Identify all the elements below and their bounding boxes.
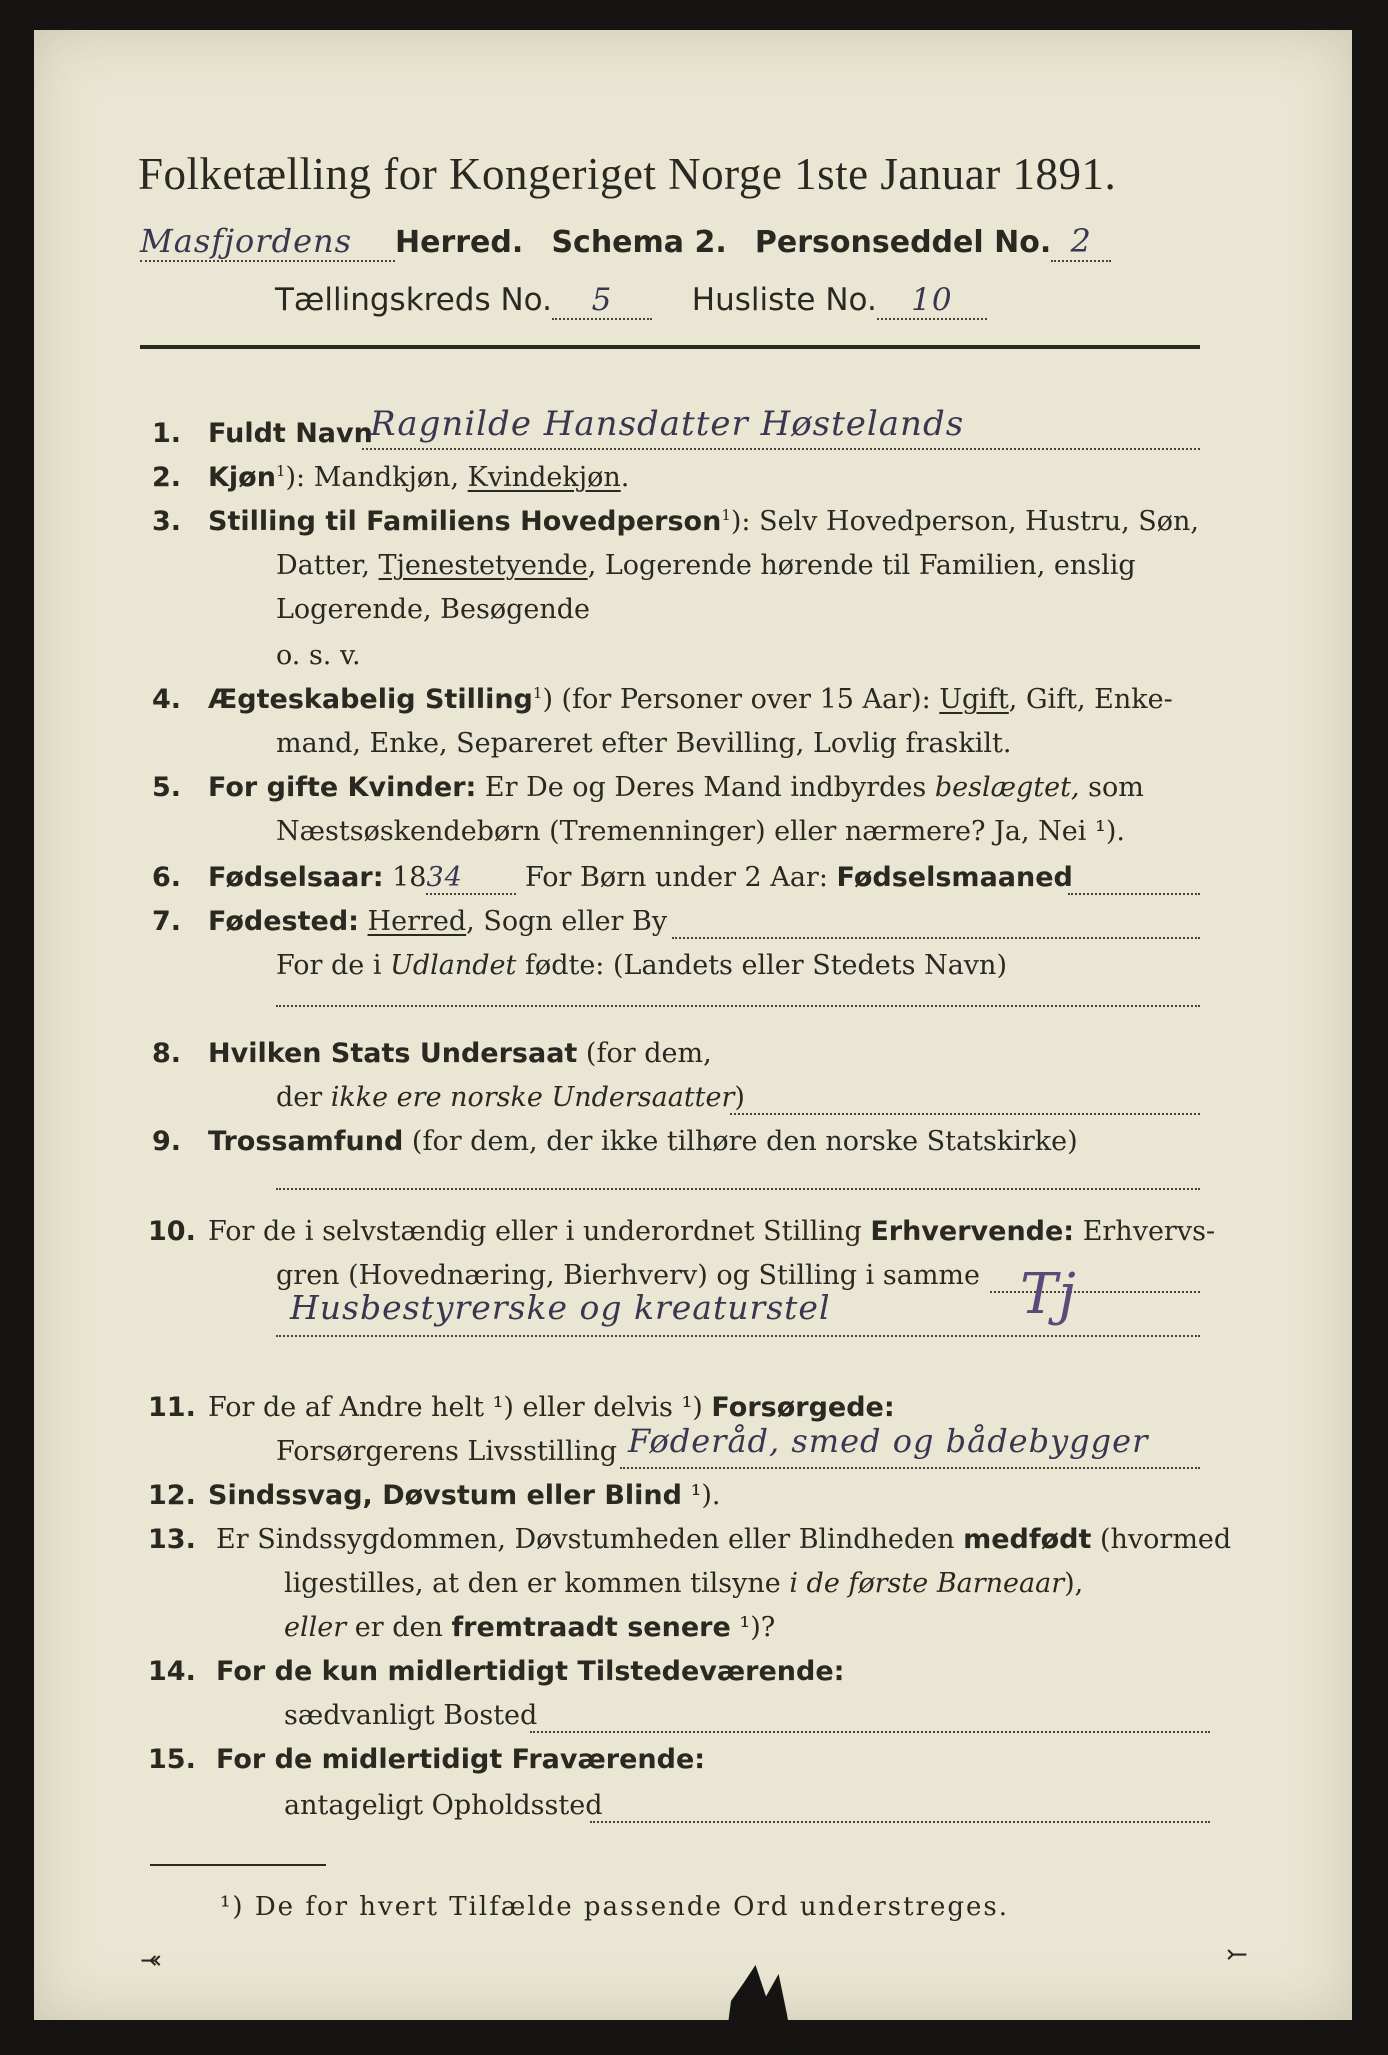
q11-line1: For de af Andre helt ¹) eller delvis ¹) Forsørgede: (208, 1392, 895, 1423)
q13-line3: eller er den fremtraadt senere ¹)? (284, 1612, 776, 1643)
q7-fill-line-2 (276, 1005, 1200, 1007)
q14-label: For de kun midlertidigt Tilstedeværende: (216, 1656, 845, 1687)
q6-line: Fødselsaar: 1834 For Børn under 2 Aar: Fødselsmaaned (208, 862, 1073, 893)
q7-line2: For de i Udlandet fødte: (Landets eller Stedets Navn) (276, 950, 1007, 981)
q3-line4: o. s. v. (276, 640, 361, 671)
q2-number: 2. (152, 462, 182, 493)
q3-number: 3. (152, 506, 182, 537)
form-title: Folketælling for Kongeriget Norge 1ste Januar 1891. (138, 149, 1117, 199)
census-form-sheet (34, 30, 1352, 2020)
q3-line3: Logerende, Besøgende (276, 594, 590, 625)
husliste-label: Husliste No. (691, 282, 877, 318)
q8-fill-line (730, 1113, 1200, 1115)
q5-line2: Næstsøskendebørn (Tremenninger) eller nærmere? Ja, Nei ¹). (276, 816, 1125, 847)
herred-line (140, 222, 1111, 262)
q13-line1: Er Sindssygdommen, Døvstumheden eller Blindheden medfødt (hvormed (216, 1524, 1232, 1555)
q10-fill-line-2 (276, 1335, 1200, 1337)
torn-edge (724, 1965, 794, 2055)
q13-line2: ligestilles, at den er kommen tilsyne i de første Barneaar), (284, 1568, 1084, 1599)
kreds-label: Tællingskreds No. (275, 282, 552, 318)
q12-number: 12. (148, 1480, 196, 1511)
schema-label: Schema 2. (551, 225, 727, 260)
q15-line2: antageligt Opholdssted (284, 1790, 603, 1821)
q15-label: For de midlertidigt Fraværende: (216, 1744, 706, 1775)
kreds-value: 5 (552, 282, 652, 320)
q8-line1: Hvilken Stats Undersaat (for dem, (208, 1038, 712, 1069)
footnote-rule (150, 1864, 326, 1866)
q12-line1: Sindssvag, Døvstum eller Blind ¹). (208, 1480, 721, 1511)
q8-line2: der ikke ere norske Undersaatter) (276, 1082, 745, 1113)
q1-name-value: Ragnilde Hansdatter Høstelands (370, 404, 965, 444)
q5-number: 5. (152, 772, 182, 803)
q14-line2: sædvanligt Bosted (284, 1700, 538, 1731)
q1-number: 1. (152, 418, 182, 449)
personseddel-value: 2 (1051, 222, 1111, 262)
q4-line2: mand, Enke, Separeret efter Bevilling, Lovlig fraskilt. (276, 728, 1012, 759)
q6-fill-line (1068, 893, 1200, 895)
q14-fill-line (530, 1731, 1210, 1733)
q11-line2: Forsørgerens Livsstilling (276, 1436, 618, 1467)
q11-provider-value: Føderåd, smed og bådebygger (628, 1422, 1149, 1460)
q10-occupation-value: Husbestyrerske og kreaturstel (290, 1288, 831, 1327)
footnote: ¹) De for hvert Tilfælde passende Ord understreges. (220, 1892, 1010, 1922)
q2-text: Kjøn$^1$): Mandkjøn, Kvindekjøn. (208, 462, 630, 493)
q1-fill-line (362, 448, 1200, 450)
q5-line1: For gifte Kvinder: Er De og Deres Mand indbyrdes beslægtet, som (208, 772, 1144, 803)
corner-mark-left: ⤛ (140, 1946, 162, 1976)
header-rule (140, 345, 1200, 349)
herred-label: Herred. (395, 225, 524, 260)
q7-fill-line (672, 937, 1200, 939)
q15-number: 15. (148, 1744, 196, 1775)
q9-line1: Trossamfund (for dem, der ikke tilhøre den norske Statskirke) (208, 1126, 1078, 1157)
q11-number: 11. (148, 1392, 196, 1423)
q7-number: 7. (152, 906, 182, 937)
q11-fill-line (620, 1467, 1200, 1469)
q10-margin-mark: Tj (1020, 1262, 1077, 1327)
q9-fill-line (276, 1188, 1200, 1190)
q3-line2: Datter, Tjenestetyende, Logerende hørende til Familien, enslig (276, 550, 1136, 581)
kreds-line (275, 282, 987, 320)
q10-number: 10. (148, 1216, 196, 1247)
husliste-value: 10 (877, 282, 987, 320)
q10-line1: For de i selvstændig eller i underordnet Stilling Erhvervende: Erhvervs- (208, 1216, 1216, 1247)
q14-number: 14. (148, 1656, 196, 1687)
q9-number: 9. (152, 1126, 182, 1157)
q7-line1: Fødested: Herred, Sogn eller By (208, 906, 668, 937)
q10-line2: gren (Hovednæring, Bierhverv) og Stilling i samme (276, 1260, 981, 1291)
q4-number: 4. (152, 684, 182, 715)
q4-line1: Ægteskabelig Stilling$^1$) (for Personer over 15 Aar): Ugift, Gift, Enke- (208, 684, 1173, 715)
q8-number: 8. (152, 1038, 182, 1069)
corner-mark-right: ⤚ (1226, 1940, 1248, 1970)
q1-label: Fuldt Navn (208, 418, 373, 449)
q6-number: 6. (152, 862, 182, 893)
q6-year-value: 34 (426, 862, 516, 895)
q13-number: 13. (148, 1524, 196, 1555)
personseddel-label: Personseddel No. (754, 225, 1052, 260)
q15-fill-line (590, 1821, 1210, 1823)
herred-value: Masfjordens (140, 222, 395, 262)
q3-line1: Stilling til Familiens Hovedperson$^1$): Selv Hovedperson, Hustru, Søn, (208, 506, 1199, 537)
